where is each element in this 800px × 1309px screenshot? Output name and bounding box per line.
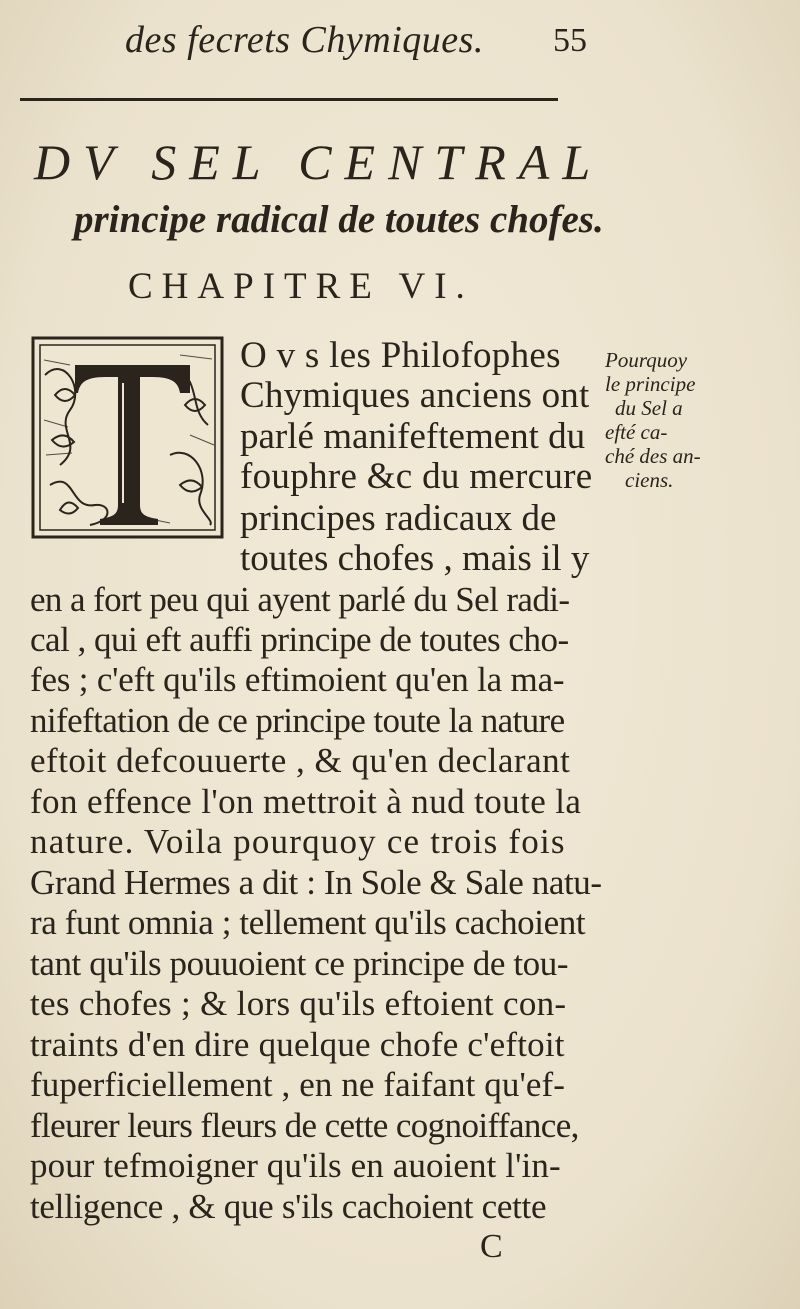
chapter-subtitle: principe radical de toutes chofes. <box>74 198 604 241</box>
body-line: pour tefmoigner qu'ils en auoient l'in- <box>30 1146 561 1185</box>
chapter-number: CHAPITRE VI. <box>128 266 474 307</box>
body-line: cal , qui eft auffi principe de toutes cho- <box>30 620 569 659</box>
margin-note-line: ciens. <box>625 468 674 492</box>
body-line: telligence , & que s'ils cachoient cette <box>30 1187 547 1226</box>
signature-mark: C <box>480 1228 503 1265</box>
body-line: Chymiques anciens ont <box>240 375 590 416</box>
header-rule <box>20 98 558 101</box>
body-line: tes chofes ; & lors qu'ils eftoient con- <box>30 984 567 1023</box>
body-line: tant qu'ils pouuoient ce principe de tou- <box>30 944 569 983</box>
body-line: Grand Hermes a dit : In Sole & Sale natu- <box>30 863 602 902</box>
body-line: O v s les Philofophes <box>240 335 561 376</box>
margin-note-line: Pourquoy <box>605 348 688 372</box>
body-line: nature. Voila pourquoy ce trois fois <box>30 822 566 861</box>
chapter-title: DV SEL CENTRAL <box>34 134 604 190</box>
body-line: fouphre &c du mercure <box>240 456 593 497</box>
body-line: fon effence l'on mettroit à nud toute la <box>30 782 582 821</box>
body-line: principes radicaux de <box>240 498 557 539</box>
body-line: eftoit defcouuerte , & qu'en declarant <box>30 741 571 780</box>
body-line: fes ; c'eft qu'ils eftimoient qu'en la ma- <box>30 660 565 699</box>
margin-note-line: efté ca- <box>605 420 668 444</box>
body-line: ra funt omnia ; tellement qu'ils cachoient <box>30 903 586 942</box>
ornamental-drop-cap <box>30 335 225 540</box>
body-line: fleurer leurs fleurs de cette cognoiffance, <box>30 1106 579 1145</box>
running-head: des fecrets Chymiques. <box>125 19 484 61</box>
margin-note-line: ché des an- <box>605 444 701 468</box>
body-line: en a fort peu qui ayent parlé du Sel radi- <box>30 580 570 619</box>
page-number: 55 <box>553 22 587 59</box>
margin-note-line: du Sel a <box>615 396 683 420</box>
body-line: parlé manifeftement du <box>240 416 586 457</box>
body-line: fuperficiellement , en ne faifant qu'ef- <box>30 1065 566 1104</box>
body-line: traints d'en dire quelque chofe c'eftoit <box>30 1025 565 1064</box>
body-line: nifeftation de ce principe toute la nature <box>30 701 565 740</box>
margin-note-line: le principe <box>605 372 696 396</box>
body-line: toutes chofes , mais il y <box>240 538 590 579</box>
